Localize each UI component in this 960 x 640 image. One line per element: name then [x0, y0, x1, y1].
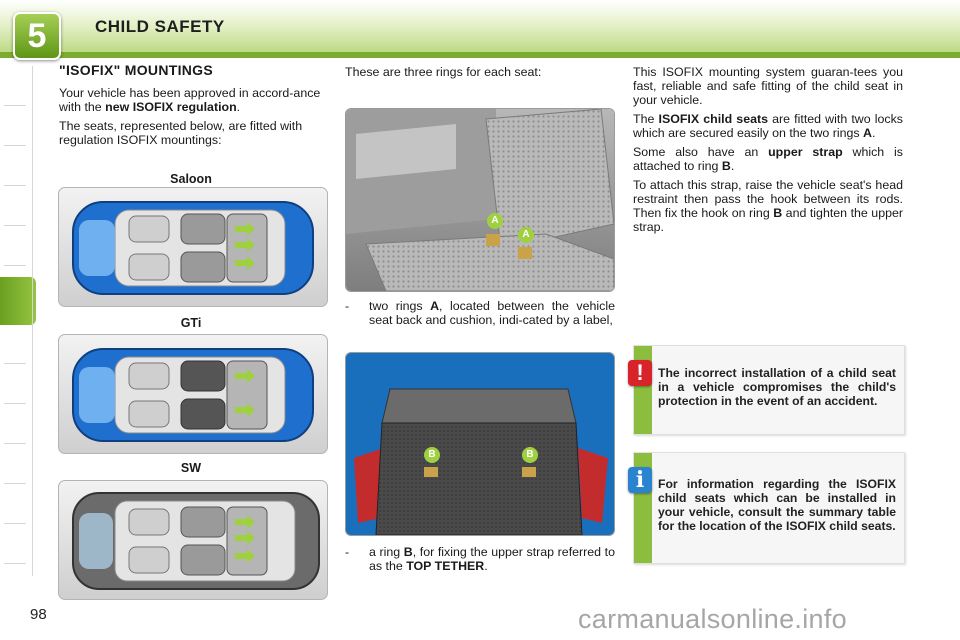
ring-b-marker: B — [424, 447, 440, 463]
watermark: carmanualsonline.info — [578, 604, 847, 634]
bullet-ring-a — [345, 299, 615, 327]
car-topview-gti — [59, 335, 327, 453]
top-tether-emphasis: TOP TETHER — [406, 559, 485, 573]
warning-icon: ! — [628, 360, 652, 386]
page-number: 98 — [30, 606, 47, 623]
bullet-emphasis: B — [403, 545, 413, 559]
description-emphasis: ISOFIX child seats — [658, 112, 768, 126]
car-label-gti: GTi — [180, 316, 202, 330]
bullet-text-run: , located between the vehicle seat back and cushion, indi-cated by a label, — [369, 299, 615, 327]
warning-text: The incorrect installation of a child seat in a vehicle compromises the child's protection in the event of an accident. — [658, 366, 896, 408]
regulation-emphasis: new ISOFIX regulation — [105, 100, 237, 114]
rear-seat-illustration — [346, 109, 614, 291]
header-rule — [0, 52, 960, 58]
description-run: which is attached to ring — [633, 145, 903, 173]
intro-text-run: Your vehicle has been approved in accord-ance with the — [59, 86, 321, 114]
boot-photo — [345, 352, 615, 536]
description-emphasis: B — [721, 159, 731, 173]
chapter-header — [0, 0, 960, 58]
chapter-tab[interactable] — [0, 106, 32, 146]
isofix-description — [633, 65, 903, 239]
car-diagram-gti — [58, 334, 328, 454]
description-paragraph — [633, 112, 903, 140]
chapter-tab-active[interactable] — [0, 277, 36, 325]
description-paragraph: This ISOFIX mounting system guaran-tees you fast, reliable and safe fitting of the child seat in your vehicle. — [633, 65, 903, 107]
bullet-dash: - — [345, 545, 350, 559]
description-run: The — [633, 112, 659, 126]
description-emphasis: A — [863, 126, 872, 140]
bullet-dash: - — [345, 299, 350, 313]
description-emphasis: upper strap — [768, 145, 843, 159]
car-label-saloon: Saloon — [170, 172, 212, 186]
description-run: are fitted with two locks which are secured easily on the two rings — [633, 112, 903, 140]
chapter-tab[interactable] — [0, 66, 32, 106]
chapter-tab[interactable] — [0, 226, 32, 266]
bullet-text-run: , for fixing the upper strap referred to as the — [369, 545, 616, 573]
intro-text — [59, 86, 327, 152]
description-run: Some also have an — [633, 145, 769, 159]
info-notice — [633, 452, 905, 564]
section-title: "ISOFIX" MOUNTINGS — [59, 62, 214, 78]
chapter-tab[interactable] — [0, 404, 32, 444]
intro-paragraph — [59, 86, 327, 114]
chapter-tab[interactable] — [0, 484, 32, 524]
info-icon: i — [628, 467, 652, 493]
ring-a-marker: A — [518, 227, 534, 243]
bullet-text — [369, 299, 615, 327]
chapter-number-badge: 5 — [13, 12, 61, 60]
info-text: For information regarding the ISOFIX child seats which can be installed in your vehicle, consult the summary table for the location of the ISOFIX child seats. — [658, 477, 896, 533]
chapter-tab[interactable] — [0, 524, 32, 564]
description-paragraph — [633, 145, 903, 173]
description-emphasis: B — [773, 206, 783, 220]
car-diagram-saloon — [58, 187, 328, 307]
bullet-ring-b — [345, 545, 615, 573]
ring-b-marker: B — [522, 447, 538, 463]
bullet-text-run: a ring — [369, 545, 404, 559]
seat-photo — [345, 108, 615, 292]
intro-text-run: . — [236, 100, 241, 114]
bullet-text-run: two rings — [369, 299, 431, 313]
warning-notice — [633, 345, 905, 435]
intro-paragraph: The seats, represented below, are fitted with regulation ISOFIX mountings: — [59, 119, 303, 147]
car-topview-sw — [59, 481, 327, 599]
chapter-tab[interactable] — [0, 324, 32, 364]
side-divider — [32, 66, 33, 576]
description-run: . — [872, 126, 876, 140]
bullet-text-run: . — [484, 559, 488, 573]
description-run: . — [730, 159, 735, 173]
car-topview-saloon — [59, 188, 327, 306]
chapter-title: CHILD SAFETY — [95, 17, 225, 36]
ring-a-marker: A — [487, 213, 503, 229]
rings-intro: These are three rings for each seat: — [345, 65, 542, 79]
description-paragraph — [633, 178, 903, 234]
description-run: To attach this strap, raise the vehicle seat's head restraint then pass the hook between its rods. Then fix the hook on ring — [633, 178, 903, 220]
car-diagram-sw — [58, 480, 328, 600]
car-label-sw: SW — [180, 461, 202, 475]
description-run: and tighten the upper strap. — [633, 206, 903, 234]
bullet-text — [369, 545, 615, 573]
chapter-tab[interactable] — [0, 186, 32, 226]
boot-illustration — [346, 353, 614, 535]
chapter-tab[interactable] — [0, 146, 32, 186]
chapter-tab[interactable] — [0, 364, 32, 404]
chapter-tab[interactable] — [0, 444, 32, 484]
bullet-emphasis: A — [430, 299, 440, 313]
